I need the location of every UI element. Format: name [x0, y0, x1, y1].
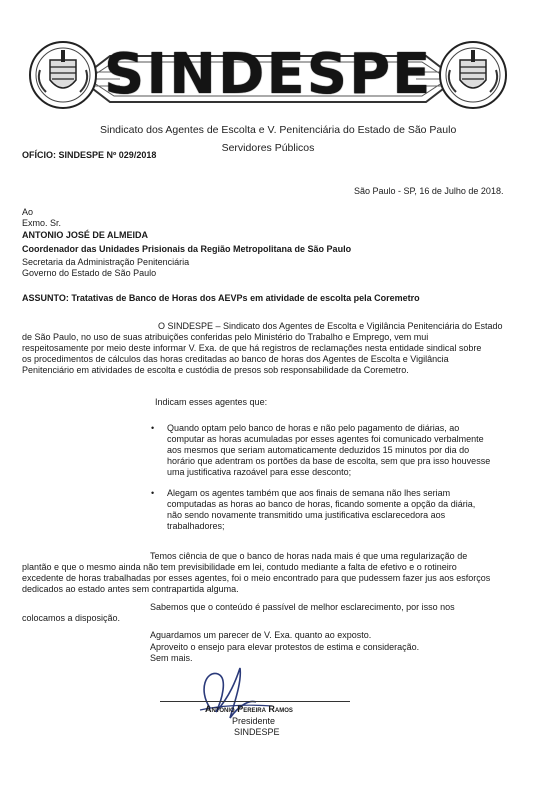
- paragraph-1-line: O SINDESPE – Sindicato dos Agentes de Escolta e Vigilância Penitenciária do Estado: [158, 321, 503, 331]
- recipient-department: Secretaria da Administração Penitenciária: [22, 257, 190, 267]
- paragraph-3-line: plantão e que o mesmo ainda não tem previsibilidade em lei, contudo mediante a falta de efetivo e o rotineiro: [22, 562, 457, 572]
- signatory-name: Antonio Pereira Ramos: [205, 704, 293, 714]
- bullet-2-line: Alegam os agentes também que aos finais de semana não lhes seriam: [167, 488, 451, 498]
- subject-line: ASSUNTO: Tratativas de Banco de Horas dos AEVPs em atividade de escolta pela Coremetro: [22, 293, 420, 303]
- bullet-1-line: uma justificativa razoável para esse desconto;: [167, 467, 352, 477]
- paragraph-2: Indicam esses agentes que:: [155, 397, 268, 407]
- letterhead: [28, 34, 508, 154]
- bullet-2-line: computadas as horas ao banco de horas, ficando somente a opção da diária,: [167, 499, 476, 509]
- bullet-icon: •: [151, 423, 155, 433]
- bullet-1-line: horário que adentram os portões da base de escolta, sem que pra isso houvesse: [167, 456, 491, 466]
- bullet-2-line: trabalhadores;: [167, 521, 225, 531]
- paragraph-3-line: Temos ciência de que o banco de horas nada mais é que uma regularização de: [150, 551, 468, 561]
- signature-line: [160, 701, 350, 702]
- paragraph-4-line: Sabemos que o conteúdo é passível de melhor esclarecimento, por isso nos: [150, 602, 455, 612]
- letterhead-subtitle-2: Servidores Públicos: [221, 142, 315, 154]
- paragraph-1-line: respeitosamente por meio deste informar V. Exa. de que há registros de reclamações nesta entidade sindical sobre: [22, 343, 482, 353]
- paragraph-1-line: de São Paulo, no uso de suas atribuições conferidas pelo Ministério do Trabalho e Emprego, vem mui: [22, 332, 429, 342]
- paragraph-1-line: Penitenciário em atividades de escolta e custódia de presos sob responsabilidade da Coremetro.: [22, 365, 409, 375]
- bullet-icon: •: [151, 488, 155, 498]
- recipient-government: Governo do Estado de São Paulo: [22, 268, 157, 278]
- letter-date: São Paulo - SP, 16 de Julho de 2018.: [354, 186, 504, 196]
- bullet-1-line: Quando optam pelo banco de horas e não pelo pagamento de diárias, ao: [167, 423, 460, 433]
- recipient-role: Coordenador das Unidades Prisionais da Região Metropolitana de São Paulo: [22, 244, 352, 254]
- paragraph-3-line: dedicados ao estado antes sem contrapartida alguma.: [22, 584, 239, 594]
- coat-of-arms-icon: [28, 40, 98, 110]
- sindespe-logo-text: SINDESPE: [104, 42, 433, 107]
- paragraph-4-line: colocamos a disposição.: [22, 613, 121, 623]
- signatory-title: Presidente: [232, 716, 276, 726]
- bullet-1-line: aos mesmos que seriam automaticamente deduzidos 15 minutos por dia do: [167, 445, 470, 455]
- paragraph-3-line: excedente de horas trabalhadas por esses agentes, foi o meio encontrado para que pudessem fazer jus aos esforços: [22, 573, 491, 583]
- closing-line: Aguardamos um parecer de V. Exa. quanto ao exposto.: [150, 630, 372, 640]
- paragraph-1-line: os procedimentos de cálculos das horas creditadas ao banco de horas dos Agentes de Escolta e Vigilância: [22, 354, 449, 364]
- salutation-line-2: Exmo. Sr.: [22, 218, 62, 228]
- closing-line: Sem mais.: [150, 653, 193, 663]
- closing-line: Aproveito o ensejo para elevar protestos de estima e consideração.: [150, 642, 420, 652]
- letterhead-subtitle: Sindicato dos Agentes de Escolta e V. Penitenciária do Estado de São Paulo: [100, 124, 457, 136]
- bullet-2-line: não sendo novamente transmitido uma justificativa esclarecedora aos: [167, 510, 446, 520]
- recipient-name: ANTONIO JOSÉ DE ALMEIDA: [22, 230, 149, 240]
- coat-of-arms-icon: [438, 40, 508, 110]
- office-number: OFÍCIO: SINDESPE Nº 029/2018: [22, 150, 157, 160]
- bullet-1-line: computar as horas acumuladas por esses agentes foi comunicado verbalmente: [167, 434, 484, 444]
- salutation-line-1: Ao: [22, 207, 34, 217]
- signatory-organization: SINDESPE: [234, 727, 280, 737]
